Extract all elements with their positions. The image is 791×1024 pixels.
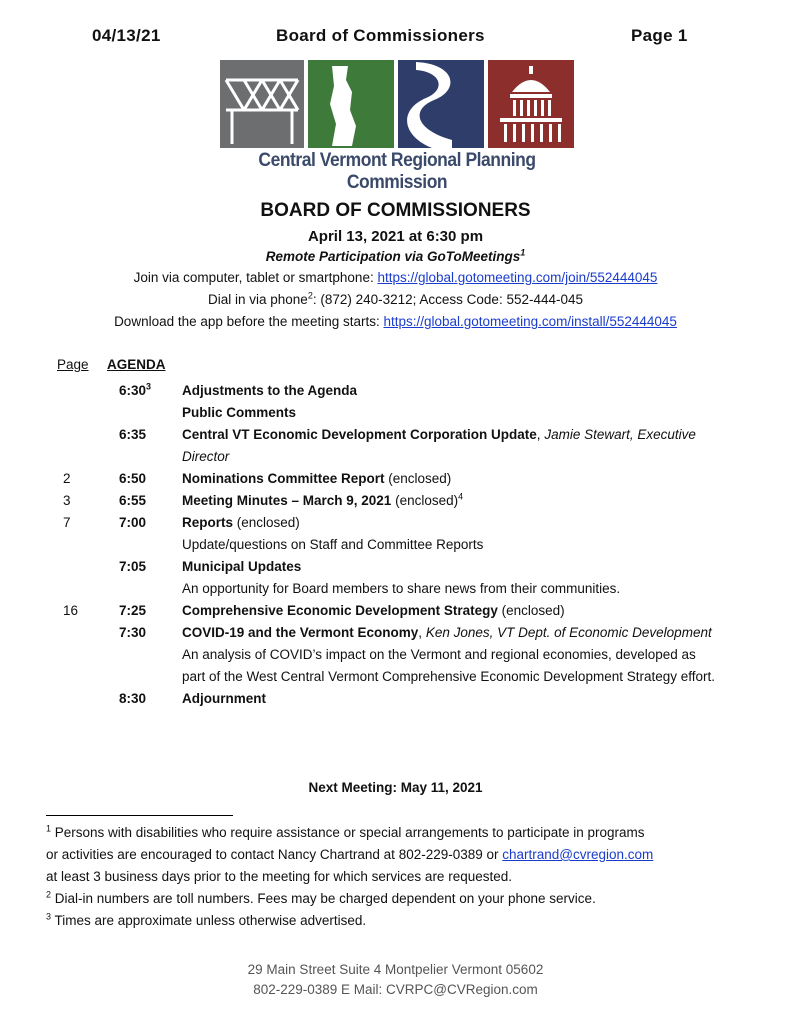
- agenda-item-body: [182, 512, 722, 556]
- next-meeting: Next Meeting: May 11, 2021: [308, 780, 483, 795]
- agenda-item-heading: [182, 556, 722, 578]
- agenda-item-heading: [182, 468, 722, 490]
- meeting-title: BOARD OF COMMISSIONERS: [260, 200, 531, 221]
- agenda-list: [0, 380, 791, 710]
- agenda-item: [0, 424, 791, 468]
- footnote-1-line-1: [46, 822, 766, 844]
- agenda-item-suffix: ,: [536, 427, 545, 442]
- agenda-item-time: [119, 490, 146, 512]
- agenda-item-page: 3: [63, 493, 71, 508]
- footnote-ref-1: 1: [520, 247, 526, 258]
- agenda-item-description: An analysis of COVID’s impact on the Vermont and regional economies, developed as part of the West Central Vermont Comprehensive Economic Development Strategy effort.: [182, 647, 716, 684]
- agenda-item-suffix: (enclosed): [384, 471, 452, 486]
- agenda-item-time: [119, 622, 146, 644]
- footnote-1-line-3: at least 3 business days prior to the meeting for which services are requested.: [46, 869, 512, 884]
- agenda-item-title: Meeting Minutes – March 9, 2021: [182, 493, 392, 508]
- agenda-item-body: [182, 380, 722, 402]
- agenda-item-time: [119, 688, 146, 710]
- agenda-item-time: [119, 424, 146, 446]
- agenda-item-suffix: (enclosed): [497, 603, 565, 618]
- agenda-item-time-text: 6:55: [119, 493, 147, 508]
- agenda-item-time-text: 8:30: [119, 691, 147, 706]
- agenda-item: [0, 688, 791, 710]
- header-title: Board of Commissioners: [276, 26, 485, 45]
- agenda-item: [0, 556, 791, 600]
- agenda-item: [0, 490, 791, 512]
- agenda-item-title: Adjustments to the Agenda: [182, 383, 358, 398]
- agenda-item-suffix: (enclosed): [233, 515, 300, 530]
- agenda-item-page: 2: [63, 471, 71, 486]
- footnote-1-text: Persons with disabilities who require assistance or special arrangements to participate in programs: [51, 825, 645, 840]
- footnote-3: [46, 910, 766, 932]
- agenda-item: [0, 600, 791, 622]
- agenda-item-time: [119, 380, 151, 402]
- agenda-item-title: Reports: [182, 515, 234, 530]
- meeting-date-time: April 13, 2021 at 6:30 pm: [307, 228, 484, 245]
- agenda-item-footnote-ref: 4: [458, 491, 464, 502]
- agenda-item: [0, 512, 791, 556]
- agenda-item-heading: [182, 424, 722, 468]
- agenda-page-column-header: Page: [57, 357, 89, 372]
- agenda-item-time: [119, 468, 146, 490]
- address-line: 29 Main Street Suite 4 Montpelier Vermont 05602: [247, 962, 544, 977]
- remote-participation-text: Remote Participation via GoToMeetings: [265, 249, 521, 264]
- footnote-2: [46, 888, 766, 910]
- footnote-2-text: Dial-in numbers are toll numbers. Fees may be charged dependent on your phone service.: [51, 891, 596, 906]
- download-line: [0, 314, 791, 329]
- agenda-item-time-text: 6:35: [119, 427, 147, 442]
- agenda-item-suffix: ,: [418, 625, 426, 640]
- agenda-item-heading: [182, 622, 722, 644]
- agenda-item: [0, 622, 791, 688]
- join-line: [0, 270, 791, 285]
- agenda-item-body: [182, 424, 722, 468]
- agenda-item-time-text: 7:25: [119, 603, 147, 618]
- agenda-item-body: [182, 468, 722, 490]
- footnote-2-marker: 2: [46, 889, 52, 900]
- agenda-item-description: An opportunity for Board members to share news from their communities.: [182, 581, 621, 596]
- join-label: Join via computer, tablet or smartphone:: [133, 270, 378, 285]
- agenda-item-heading: [182, 688, 722, 710]
- agenda-item: [0, 402, 791, 424]
- cvrpc-logo-graphic: [220, 58, 574, 150]
- dial-in-label: Dial in via phone: [207, 292, 308, 307]
- contact-line: 802-229-0389 E Mail: CVRPC@CVRegion.com: [253, 982, 538, 997]
- agenda-item-title: Public Comments: [182, 405, 297, 420]
- agenda-item: [0, 380, 791, 402]
- agenda-item-suffix: (enclosed): [391, 493, 459, 508]
- agenda-item-title: Comprehensive Economic Development Strategy: [182, 603, 498, 618]
- footnotes: [46, 822, 766, 932]
- footnote-divider: [46, 815, 233, 816]
- remote-participation-line: [0, 249, 791, 264]
- agenda-item-time-text: 7:30: [119, 625, 147, 640]
- agenda-item-body: [182, 622, 722, 688]
- agenda-item-time-text: 6:30: [119, 383, 147, 398]
- dial-in-details: : (872) 240-3212; Access Code: 552-444-045: [312, 292, 584, 307]
- agenda-item-title: COVID-19 and the Vermont Economy: [182, 625, 419, 640]
- agenda-item-body: [182, 490, 722, 512]
- footnote-1-line-2: [46, 844, 766, 866]
- agenda-item-heading: [182, 490, 722, 512]
- header-date: 04/13/21: [92, 26, 161, 45]
- organization-name: Central Vermont Regional Planning Commission: [258, 150, 536, 193]
- agenda-item-title: Municipal Updates: [182, 559, 302, 574]
- agenda-column-header: AGENDA: [107, 357, 166, 372]
- download-label: Download the app before the meeting starts:: [114, 314, 384, 329]
- agenda-item-time: [119, 556, 146, 578]
- agenda-item: [0, 468, 791, 490]
- agenda-item-time-footnote-ref: 3: [146, 381, 152, 392]
- agenda-item-heading: [182, 600, 722, 622]
- download-link[interactable]: https://global.gotomeeting.com/install/552444045: [383, 314, 677, 329]
- dial-in-line: [0, 292, 791, 307]
- agenda-item-time-text: 7:05: [119, 559, 147, 574]
- agenda-item-heading: [182, 512, 722, 534]
- footnote-1-marker: 1: [46, 823, 52, 834]
- agenda-item-time: [119, 600, 146, 622]
- agenda-item-body: [182, 402, 722, 424]
- contact-email-link[interactable]: chartrand@cvregion.com: [502, 847, 654, 862]
- footnote-3-text: Times are approximate unless otherwise advertised.: [51, 913, 367, 928]
- join-link[interactable]: https://global.gotomeeting.com/join/552444045: [377, 270, 658, 285]
- agenda-item-body: [182, 556, 722, 600]
- footnote-ref-2: 2: [307, 290, 313, 301]
- agenda-item-description: Update/questions on Staff and Committee Reports: [182, 537, 484, 552]
- agenda-item-heading: [182, 402, 722, 424]
- agenda-item-heading: [182, 380, 722, 402]
- footnote-3-marker: 3: [46, 911, 52, 922]
- agenda-item-page: 7: [63, 515, 71, 530]
- agenda-item-page: 16: [63, 603, 79, 618]
- agenda-item-time-text: 6:50: [119, 471, 147, 486]
- agenda-item-time-text: 7:00: [119, 515, 147, 530]
- agenda-item-body: [182, 688, 722, 710]
- agenda-item-time: [119, 512, 146, 534]
- agenda-item-presenter: Jamie Stewart, Executive Director: [182, 427, 696, 464]
- agenda-item-title: Adjournment: [182, 691, 266, 706]
- header-page-number: Page 1: [631, 26, 688, 45]
- agenda-item-title: Nominations Committee Report: [182, 471, 385, 486]
- agenda-item-presenter: Ken Jones, VT Dept. of Economic Development: [425, 625, 712, 640]
- agenda-item-title: Central VT Economic Development Corporation Update: [182, 427, 537, 442]
- footnote-1-contact-text: or activities are encouraged to contact Nancy Chartrand at 802-229-0389 or: [46, 847, 503, 862]
- agenda-item-body: [182, 600, 722, 622]
